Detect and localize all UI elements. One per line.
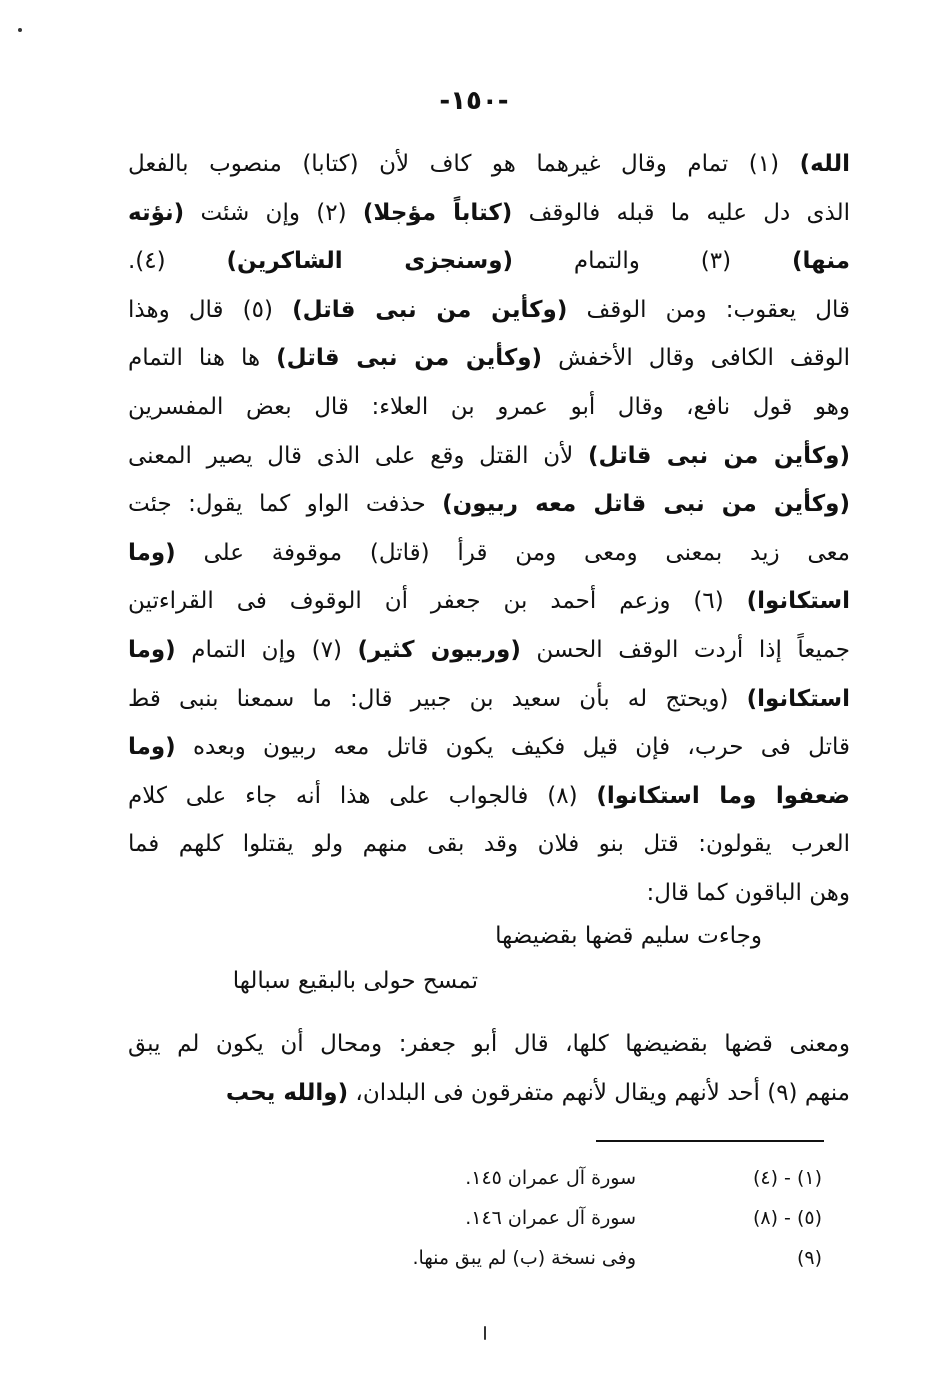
text-line (128, 869, 850, 918)
text-segment: العرب يقولون: قتل بنو فلان وقد بقى منهم ولو يقتلوا كلهم فما (128, 831, 850, 858)
text-segment: (ويحتج له بأن سعيد بن جبير قال: ما سمعنا بنبى قط (128, 685, 747, 712)
text-segment: الذى دل عليه ما قبله فالوقف (512, 199, 851, 226)
text-line (128, 529, 850, 578)
quran-quote: استكانوا) (746, 685, 850, 712)
text-segment: حذفت الواو كما يقول: جئت (128, 491, 443, 518)
text-segment: (٦) وزعم أحمد بن جعفر أن الوقوف فى القراءتين (128, 588, 747, 615)
quran-quote: استكانوا) (746, 588, 850, 615)
page-number: -١٥٠- (439, 86, 509, 116)
text-segment: (١) تمام وقال غيرهما هو كاف لأن (كتابا) منصوب بالفعل (128, 151, 800, 177)
text-line (128, 723, 850, 772)
footnote-text: وفى نسخة (ب) لم يبق منها. (412, 1247, 636, 1269)
text-line (128, 1020, 850, 1069)
text-segment: ومعنى قضها بقضيضها كلها، قال أبو جعفر: ومحال أن يكون لم يبق (128, 1031, 850, 1057)
closing-text-block (128, 1020, 850, 1117)
text-line (128, 577, 850, 626)
text-line (128, 626, 850, 675)
footnote-number: (١) - (٤) (752, 1167, 822, 1189)
text-segment: (٥) قال وهذا (128, 296, 293, 323)
text-segment: جميعاً إذا أردت الوقف الحسن (520, 636, 850, 663)
main-text-block (128, 140, 850, 918)
footnote-divider (596, 1140, 824, 1142)
text-segment: معى زيد بمعنى ومعى ومن قرأ (قاتل) موقوفة على (175, 539, 850, 566)
text-segment: لأن القتل وقع على الذى قال يصير المعنى (128, 442, 588, 469)
text-segment: قاتل فى حرب، فإن قيل فكيف يكون قاتل معه ربيون وبعده (175, 734, 850, 761)
quran-quote: (وما (128, 539, 176, 566)
scan-speck (18, 28, 22, 32)
text-line (128, 189, 850, 238)
text-line (128, 334, 850, 383)
quran-quote: (كتاباً مؤجلا) (362, 199, 513, 226)
text-line (128, 140, 850, 189)
text-line (128, 1069, 850, 1118)
text-segment: (٧) وإن التمام (175, 636, 358, 663)
footnote-text: سورة آل عمران ١٤٥. (465, 1167, 636, 1189)
footnote-text: سورة آل عمران ١٤٦. (465, 1207, 636, 1229)
text-segment: الوقف الكافى وقال الأخفش (542, 345, 850, 372)
text-line (128, 286, 850, 335)
text-line (128, 772, 850, 821)
footnote-number: (٩) (796, 1247, 822, 1269)
quran-quote: الله) (799, 151, 850, 177)
text-segment: (٨) فالجواب على هذا أنه جاء على كلام (128, 782, 597, 809)
quran-quote: ضعفوا وما استكانوا) (596, 782, 850, 809)
text-segment: (٣) والتمام (513, 248, 793, 275)
text-segment: منهم (٩) أحد لأنهم ويقال لأنهم متفرقون فى البلدان، (348, 1079, 850, 1106)
text-line (128, 432, 850, 481)
text-segment: وهو قول نافع، وقال أبو عمرو بن العلاء: قال بعض المفسرين (128, 393, 850, 420)
quran-quote: (وما (128, 734, 176, 761)
text-segment: قال يعقوب: ومن الوقف (567, 296, 850, 323)
footnote-item (413, 1158, 823, 1198)
quran-quote: (وكأين من نبى قاتل) (292, 296, 568, 323)
quran-quote: (والله يحب (225, 1079, 349, 1106)
text-segment: ها هنا التمام (128, 345, 277, 372)
text-line (128, 383, 850, 432)
quran-quote: (نؤته (128, 199, 185, 226)
quran-quote: (وسنجزى الشاكرين) (226, 248, 513, 275)
text-line (128, 480, 850, 529)
text-segment: (٤). (128, 248, 227, 275)
quran-quote: (وربيون كثير) (357, 636, 521, 663)
text-segment: وهن الباقون كما قال: (646, 879, 850, 906)
quran-quote: منها) (792, 248, 850, 275)
text-segment: (٢) وإن شئت (184, 199, 363, 226)
footnote-item (413, 1238, 823, 1278)
quran-quote: (وكأين من نبى قاتل) (588, 442, 850, 469)
footnote-item (413, 1198, 823, 1238)
verse-line-2: تمسح حولى بالبقيع سبالها (232, 968, 478, 994)
quran-quote: (وكأين من نبى قاتل) (276, 345, 543, 372)
footnotes (413, 1158, 823, 1278)
scan-speck (484, 1326, 486, 1340)
quran-quote: (وما (128, 636, 176, 663)
verse-line-1: وجاءت سليم قضها بقضيضها (495, 923, 762, 949)
text-line (128, 237, 850, 286)
text-line (128, 675, 850, 724)
text-line (128, 820, 850, 869)
footnote-number: (٥) - (٨) (752, 1207, 822, 1229)
quran-quote: (وكأين من نبى قاتل معه ربيون) (442, 491, 850, 518)
